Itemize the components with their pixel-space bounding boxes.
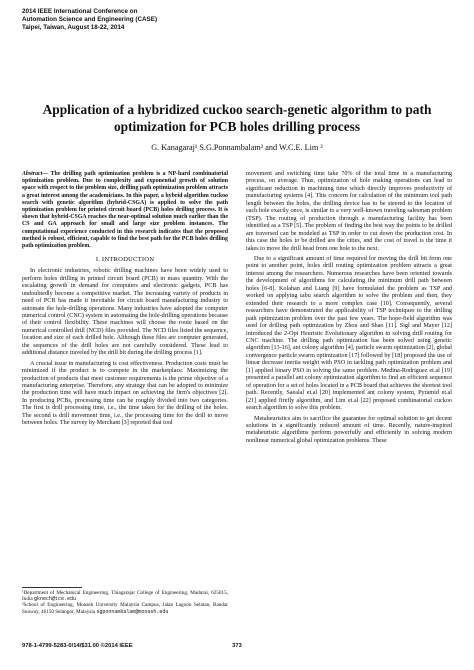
footnote-1-email: gknech@tce.edu [33,596,76,603]
footnote-2-text: ²School of Engineering, Monash University Malaysia Campus, Jalan Lagoon Selatan, Bandar Sunway, 46150 Selangor, Malaysia [22,602,228,615]
conference-line-3: Taipei, Taiwan, August 18-22, 2014 [22,24,125,31]
author-list: G. Kanagaraj¹ S.G.Ponnambalam² and W.C.E. Lim ² [151,143,323,152]
intro-paragraph-1: In electronic industries, robotic drilling machines have been widely used to perform holes drilling in printed circuit board (PCB) in mass quantity. With the escalating growth in demand for computers and electronic gadgets, PCB has undoubtedly become a competitive market. The increasing variety of products in need of PCB has made it inevitable for circuit board manufacturing industry to automate the hole-drilling operations. Many industries have adopted the computer numerical control (CNC) system in automating the hole-drilling operations because of their control flexibility. These machines will choose the route based on the numerical controlled drill (NCD) files provided. The NCD files listed the sequence, location and size of each drilled hole. Although these files are computer generated, the sequences of the drill holes are not carefully considered. These lead to additional distance traveled by the drill bit during the drilling process [1]. [22,268,228,357]
page-footer [22,642,452,652]
left-column [22,171,228,431]
title-line-2: optimization for PCB holes drilling process [113,119,361,134]
intro-paragraph-2: A crucial issue in manufacturing is cost effectiveness. Production costs must be minimized if the product is to compete in the marketplace. Maximizing the production of products that meet customer requirements is the prime objective of a manufacturing enterprise. Therefore, any strategy that can be adopted to minimize the production time will have much impact on achieving the firm's objectives [2]. In producing PCBs, processing time can be roughly divided into two categories. The first is drill processing time, i.e., the time taken for the drilling of the holes. The second is drill movement time, i.e., the processing time for the drill to move between holes. The survey by Merchant [3] reported that tool [22,360,228,427]
abstract-text: — The drilling path optimization problem is a NP-hard combinatorial optimization problem. Due to complexity and exponential growth of solution space with respect to the problem size, drilling path optimization problem attracts a great interest among the academicians. In this paper, a hybrid algorithm cuckoo search with genetic algorithm (hybrid-CSGA) is applied to solve the path optimization problem for printed circuit board (PCB) holes drilling process. It is shown that hybrid-CSGA reaches the near-optimal solution much earlier than the CS and GA approach for small and large size problem instances. The computational experience conducted in this research indicates that the proposed method is robust, efficient, capable to find the best path for the PCB holes drilling path optimization problem. [22,171,228,250]
conference-header [22,8,322,32]
title-line-1: Application of a hybridized cuckoo search-genetic algorithm to path [42,102,432,117]
intro-paragraph-3: movement and switching time take 70% of the total time in a manufacturing process, on average. Thus, optimization of hole making operations can lead to significant reduction in machining time which directly improves productivity of manufacturing systems [4]. This concern for calculation of the minimum tool path length between the holes, the drilling device has to be steered to the location of each hole exactly once, is similar to a very well-known traveling salesman problem (TSP). The routing of production through a manufacturing facility has been identified as a TSP [5]. The problem of finding the best way the points to be drilled are traversed can be modeled as TSP in order to cut down the production cost. In this case the holes to be drilled are the cities, and the cost of travel is the time it takes to move the drill head from one hole to the next. [246,171,452,252]
footnote-1-text: ¹Department of Mechanical Engineering, Thiagarajar College of Engineering, Madurai, 625015, India [22,590,228,603]
right-column [246,171,452,448]
footnote-divider [22,587,82,588]
footnote-2 [22,602,228,614]
footnotes [22,590,228,615]
introduction-heading: I. INTRODUCTION [95,256,155,264]
footnote-2-email: sgponnambalam@monash.edu [96,608,169,615]
paper-title [22,101,452,135]
intro-paragraph-5: Metaheuristics aim to sacrifice the guarantee for optimal solution to get decent solutions in a significantly reduced amount of time. Recently, nature-inspired metaheuristic algorithms perform powerfully and efficiently in solving modern nonlinear numerical global optimization problems. These [246,415,452,444]
conference-line-2: Automation Science and Engineering (CASE) [22,16,158,23]
abstract-lead: Abstract [22,171,43,177]
footnote-1 [22,590,228,602]
page-number: 373 [232,643,242,649]
conference-line-1: 2014 IEEE International Conference on [22,8,138,15]
abstract [22,171,228,250]
intro-paragraph-4: Due to a significant amount of time required for moving the drill bit from one point to another point, holes drill routing optimization problem attracts a great interest among the researchers. Numerous researches have been oriented towards the development of algorithms for calculating the minimum drill path between holes [6-8]. Kolahan and Liang [9] have formulated the problem as TSP and worked on applying tabu search algorithm to solve the problem and then, they extended their research to a more complex case [10]. Consequently, several researchers have demonstrated the applicability of TSP techniques to the drilling path optimization problem over the past few years. The hope-field algorithm was used for drilling path optimization by Zhou and Shao [11]. Sigl and Mayer [12] introduced the 2-Opt Heuristic Evolutionary algorithm in solving drill routing for CNC machine. The drilling path optimization has been solved using genetic algorithm [13-16], ant colony algorithm [4], particle swarm optimization [2], global convergence particle swarm optimization [17] followed by [18] proposed the use of linear decrease inertia weight with PSO in tackling path optimization problem and [1] applied binary PSO in solving the same problem. Medina-Rodriguez et.al [19] presented a parallel ant colony optimization algorithm to find an efficient sequence of operation for a set of holes located in a PCB board that achieves the shortest tool path. Recently, Saealal et.al [20] implemented ant colony system, Pyramid et.al [21] applied firefly algorithm, and Lim et.al [22] proposed combinatorial cuckoo search algorithm to solve this problem. [246,255,452,412]
isbn-line: 978-1-4799-5283-0/14/$31.00 ©2014 IEEE [22,643,133,649]
